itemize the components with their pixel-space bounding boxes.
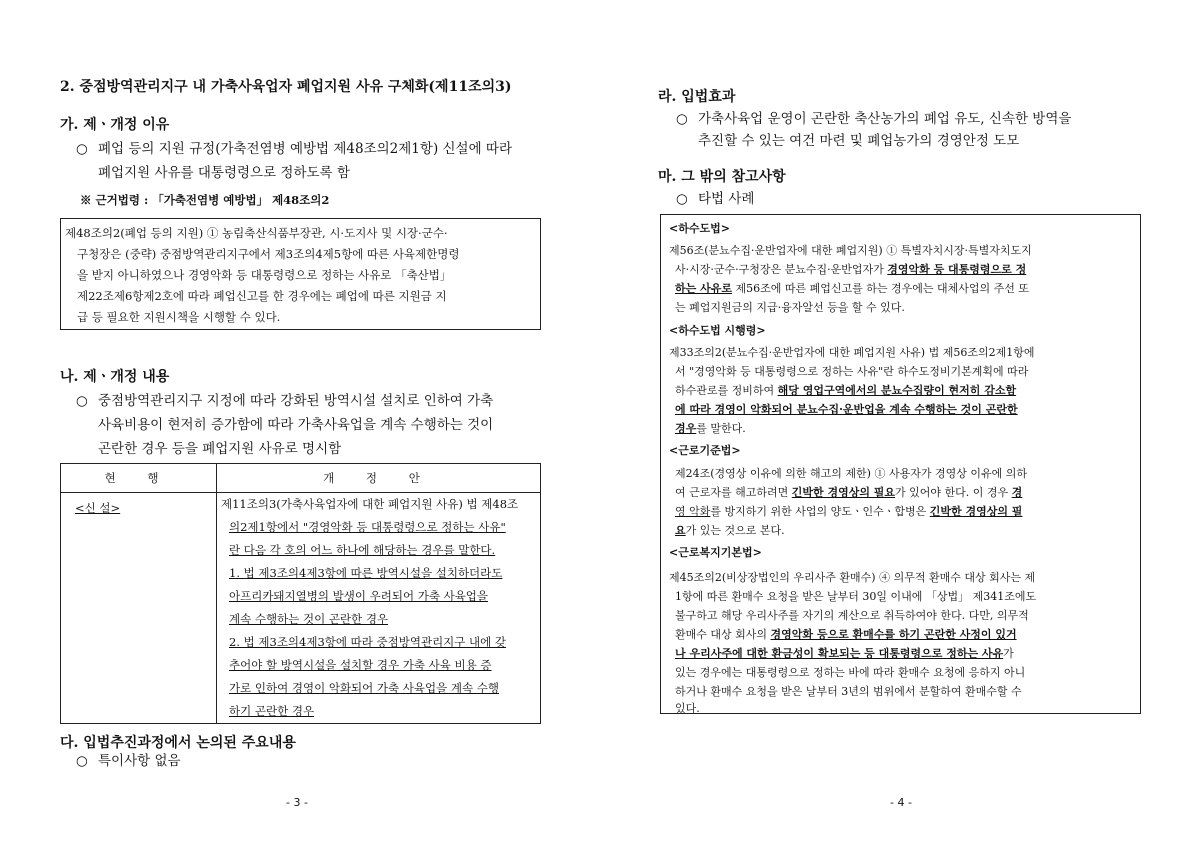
- content-line-3: 곤란한 경우 등을 폐업지원 사유로 명시함: [98, 441, 342, 457]
- reference-box: [660, 214, 1141, 714]
- right-page: [600, 0, 1200, 848]
- proposed-line: 하기 곤란한 경우: [229, 704, 315, 718]
- law-text: 가 있어야 한다. 이 경우: [895, 486, 1012, 499]
- law-emphasis: 긴박한 경영상의 필: [929, 505, 1023, 518]
- law-line: 는 폐업지원금의 지급·융자알선 등을 할 수 있다.: [675, 301, 905, 314]
- law-text: 환매수 대상 회사의: [675, 628, 771, 641]
- current-cell: [61, 493, 217, 724]
- proposed-line: 2. 법 제3조의4제3항에 따라 중점방역관리지구 내에 갖: [229, 635, 507, 649]
- proposed-line: 의2제1항에서 "경영악화 등 대통령령으로 정하는 사유": [229, 520, 506, 534]
- effect-text-1: 가축사육업 운영이 곤란한 축산농가의 폐업 유도, 신속한 방역을: [698, 111, 1072, 127]
- legal-basis-box: [60, 218, 541, 330]
- law-text: 여 근로자를 해고하려면: [675, 486, 792, 499]
- law-line: 하거나 환매수 요청을 받은 날부터 3년의 범위에서 분할하여 환매수할 수: [675, 685, 1022, 698]
- heading-reason: 가. 제ㆍ개정 이유: [60, 117, 170, 133]
- page-number: - 4 -: [890, 796, 912, 809]
- law-emphasis: 긴박한 경영상의 필요: [791, 486, 896, 499]
- law-emphasis: 영 악화: [675, 505, 711, 518]
- header-current: 현 행: [61, 464, 217, 493]
- heading-effect: 라. 입법효과: [658, 89, 736, 105]
- law-line: [675, 419, 746, 438]
- comparison-table: [60, 463, 541, 724]
- law-emphasis: 경우: [675, 422, 697, 435]
- law-emphasis: 경: [1011, 486, 1023, 499]
- box-line: 급 등 필요한 지원시책을 시행할 수 있다.: [77, 310, 281, 324]
- law-line: [675, 625, 1017, 644]
- reason-line-2: 폐업지원 사유를 대통령령으로 정하도록 함: [98, 165, 350, 181]
- table-row: [61, 493, 541, 724]
- law-text: 사·시장·군수·구청장은 분뇨수집·운반업자가: [675, 263, 888, 276]
- reference-line-1: [676, 186, 754, 213]
- discussion-text-1: 특이사항 없음: [98, 753, 181, 769]
- law-text: 하수관로를 정비하여: [675, 384, 778, 397]
- law-line: [675, 483, 1022, 502]
- law-line: 있다.: [675, 702, 700, 715]
- box-line: 을 받지 아니하였으나 경영악화 등 대통령령으로 정하는 사유로 「축산법」: [77, 268, 452, 282]
- circle-bullet-icon: ○: [676, 191, 688, 207]
- law-emphasis: 요: [675, 524, 686, 537]
- proposed-line: 아프리카돼지열병의 발생이 우려되어 가축 사육업을: [229, 589, 489, 603]
- circle-bullet-icon: ○: [676, 111, 688, 127]
- law-text: 가: [1003, 647, 1014, 660]
- proposed-line: 계속 수행하는 것이 곤란한 경우: [229, 612, 389, 626]
- content-text-1: 중점방역관리지구 지정에 따라 강화된 방역시설 설치로 인하여 가축: [98, 393, 494, 409]
- box-line: 제22조제6항제2호에 따라 폐업신고를 한 경우에는 폐업에 따른 지원금 지: [77, 289, 447, 303]
- law-text: 가 있는 것으로 본다.: [685, 524, 785, 537]
- reason-text-1: 폐업 등의 지원 규정(가축전염병 예방법 제48조의2제1항) 신설에 따라: [98, 141, 512, 157]
- law-line: 1항에 따른 환매수 요청을 받은 날부터 30일 이내에 「상법」 제341조에도: [675, 590, 1037, 603]
- table-header-row: [61, 464, 541, 493]
- law-line: 제56조(분뇨수집·운반업자에 대한 폐업지원) ① 특별자치시장·특별자치도지: [669, 244, 1032, 257]
- heading-content: 나. 제ㆍ개정 내용: [60, 369, 170, 385]
- law-line: [675, 381, 1016, 400]
- law-line: [675, 279, 1029, 298]
- proposed-line: 가로 인하여 경영이 악화되어 가축 사육업을 계속 수행: [229, 681, 499, 695]
- proposed-line: 추어야 할 방역시설을 설치할 경우 가축 사육 비용 증: [229, 658, 492, 672]
- law-line: [675, 502, 1022, 521]
- law-line: 제33조의2(분뇨수집·운반업자에 대한 폐업지원 사유) 법 제56조의2제1항에: [669, 346, 1035, 359]
- content-line-1: [76, 388, 493, 415]
- reference-text-1: 타법 사례: [698, 191, 755, 207]
- law-line: [675, 644, 1014, 663]
- circle-bullet-icon: ○: [76, 141, 88, 157]
- law-emphasis: 해당 영업구역에서의 분뇨수집량이 현저히 감소함: [777, 384, 1017, 397]
- law-text: 를 말한다.: [696, 422, 746, 435]
- law-emphasis: 하는 사유로: [675, 282, 732, 295]
- law-line: 불구하고 해당 우리사주를 자기의 계산으로 취득하여야 한다. 다만, 의무적: [675, 609, 1029, 622]
- law-emphasis: 경영악화 등 대통령령으로 정: [887, 263, 1027, 276]
- current-text: <신 설>: [75, 501, 121, 515]
- heading-reference: 마. 그 밖의 참고사항: [658, 169, 786, 185]
- discussion-line-1: [76, 748, 181, 775]
- law-text: 를 방지하기 위한 사업의 양도ㆍ인수ㆍ합병은: [710, 505, 930, 518]
- page-number: - 3 -: [286, 796, 308, 809]
- law-line: [675, 521, 785, 540]
- law-line: 서 "경영악화 등 대통령령으로 정하는 사유"란 하수도정비기본계획에 따라: [675, 365, 1029, 378]
- heading-discussion: 다. 입법추진과정에서 논의된 주요내용: [60, 735, 296, 751]
- law-title: <하수도법 시행령>: [669, 324, 766, 337]
- legal-basis-note: ※ 근거법령 : 「가축전염병 예방법」 제48조의2: [80, 193, 330, 207]
- law-line: 에 따라 경영이 악화되어 분뇨수집·운반업을 계속 수행하는 것이 곤란한: [675, 403, 1018, 416]
- proposed-cell: [217, 493, 541, 724]
- box-line: 구청장은 (중략) 중점방역관리지구에서 제3조의4제5항에 따른 사육제한명령: [77, 247, 460, 261]
- law-title: <근로기준법>: [669, 444, 741, 457]
- content-line-2: 사육비용이 현저히 증가함에 따라 가축사육업을 계속 수행하는 것이: [98, 417, 494, 433]
- reason-line-1: [76, 136, 512, 163]
- law-emphasis: 나 우리사주에 대한 환금성이 확보되는 등 대통령령으로 정하는 사유: [675, 647, 1004, 660]
- header-proposed: 개 정 안: [217, 464, 541, 493]
- section-title: 2. 중점방역관리지구 내 가축사육업자 폐업지원 사유 구체화(제11조의3): [60, 79, 512, 95]
- circle-bullet-icon: ○: [76, 393, 88, 409]
- proposed-line: 제11조의3(가축사육업자에 대한 폐업지원 사유) 법 제48조: [221, 497, 519, 511]
- effect-line-2: 추진할 수 있는 여건 마련 및 폐업농가의 경영안정 도모: [698, 133, 1020, 149]
- law-title: <하수도법>: [669, 222, 730, 235]
- box-line: 제48조의2(폐업 등의 지원) ① 농림축산식품부장관, 시·도지사 및 시장·군수·: [65, 226, 448, 240]
- law-line: [675, 260, 1026, 279]
- proposed-line: 란 다음 각 호의 어느 하나에 해당하는 경우를 말한다.: [229, 543, 496, 557]
- law-text: 제56조에 따른 폐업신고를 하는 경우에는 대체사업의 주선 또: [731, 282, 1029, 295]
- circle-bullet-icon: ○: [76, 753, 88, 769]
- law-line: 있는 경우에는 대통령령으로 정하는 바에 따라 환매수 요청에 응하지 아니: [675, 666, 1026, 679]
- proposed-line: 1. 법 제3조의4제3항에 따른 방역시설을 설치하더라도: [229, 566, 503, 580]
- law-line: 제24조(경영상 이유에 의한 해고의 제한) ① 사용자가 경영상 이유에 의하: [675, 467, 1027, 480]
- law-emphasis: 경영악화 등으로 환매수를 하기 곤란한 사정이 있거: [770, 628, 1017, 641]
- law-title: <근로복지기본법>: [669, 546, 762, 559]
- law-line: 제45조의2(비상장법인의 우리사주 환매수) ④ 의무적 환매수 대상 회사는 제: [669, 571, 1036, 584]
